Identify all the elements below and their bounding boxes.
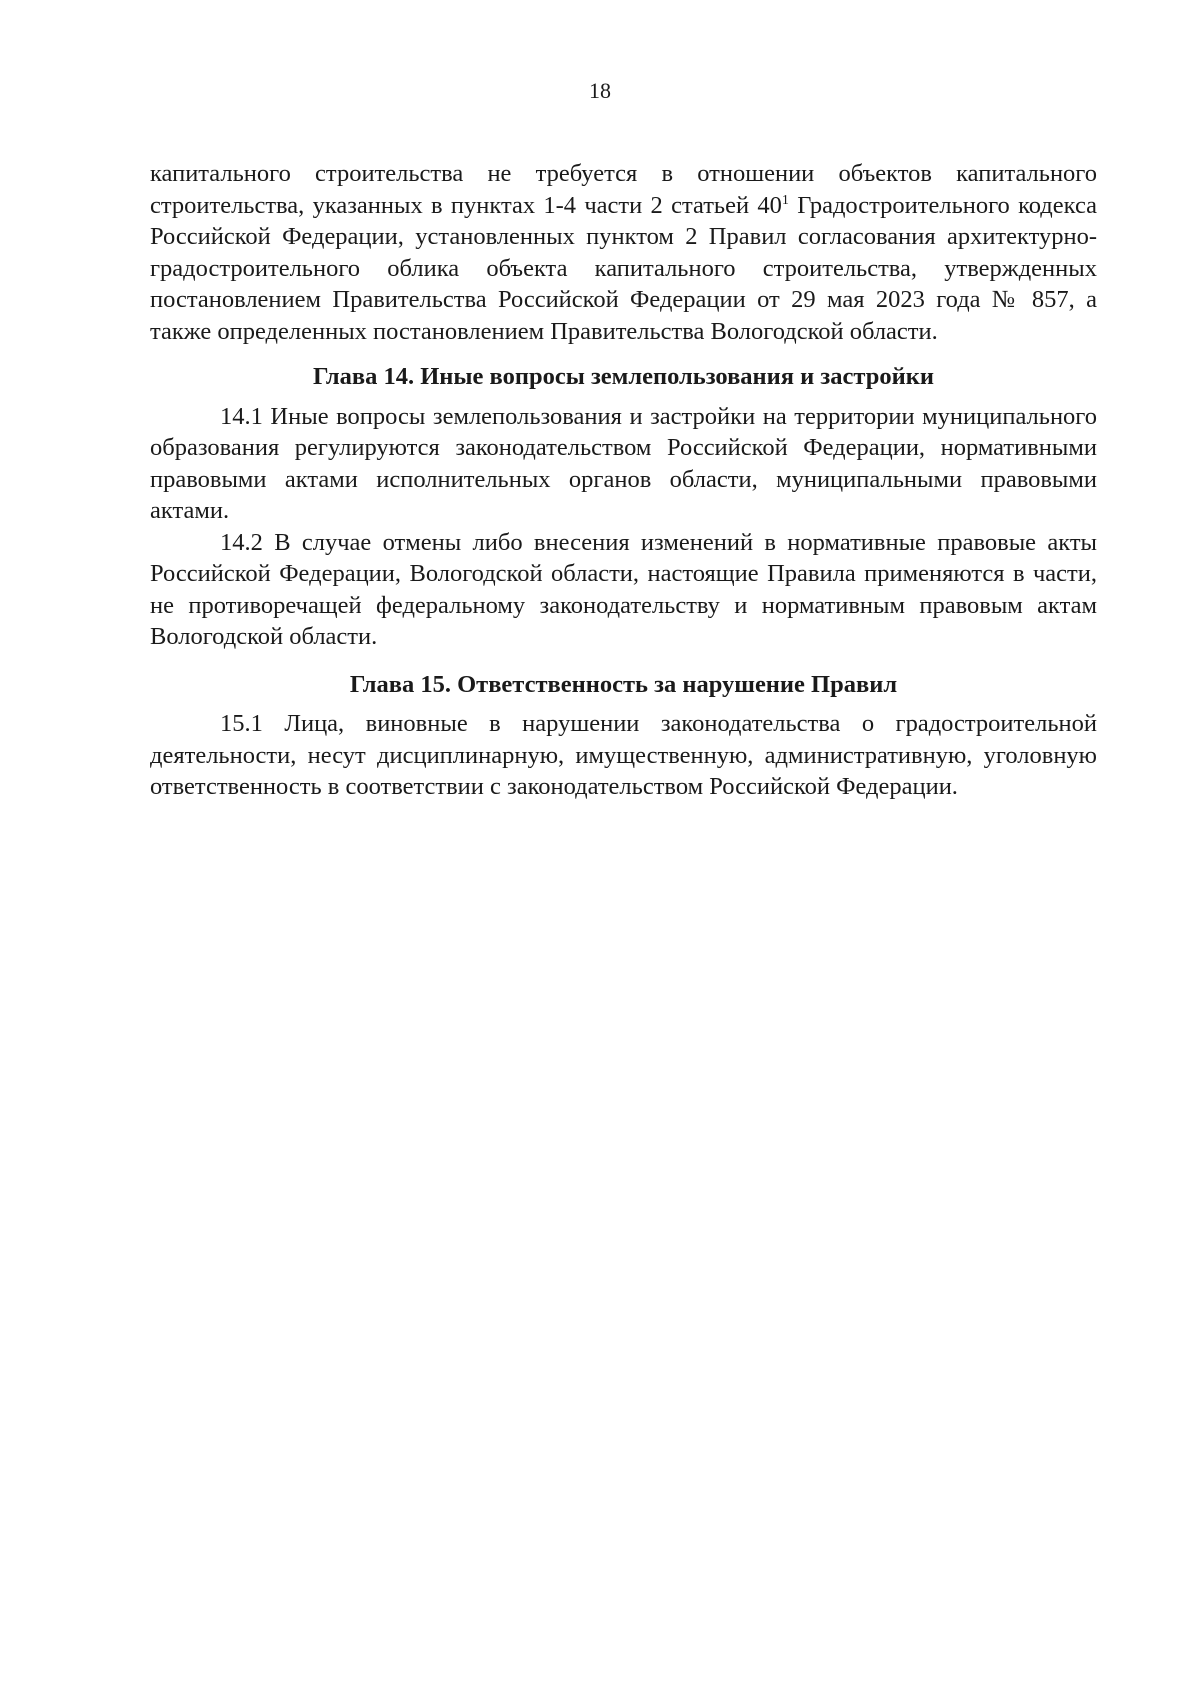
chapter-14-title: Глава 14. Иные вопросы землепользования и застройки xyxy=(313,363,934,390)
chapter-15-title: Глава 15. Ответственность за нарушение Правил xyxy=(349,670,898,698)
intro-paragraph xyxy=(150,158,1097,347)
clause-14-2: 14.2 В случае отмены либо внесения изменений в нормативные правовые акты Российской Федерации, Вологодской области, настоящие Правила применяются в части, не противоречащей федеральному законодательству и нормативным правовым актам Вологодской области. xyxy=(150,528,1097,650)
intro-text-part2: Градостроительного кодекса Российской Федерации, установленных пунктом 2 Правил согласования архитектурно-градостроительного облика объекта капитального строительства, утвержденных постановлением Правительства Российской Федерации от 29 мая 2023 года № 857, а также определенных постановлением Правительства Вологодской области. xyxy=(150,191,1097,345)
article-superscript: 1 xyxy=(781,192,789,208)
page-number: 18 xyxy=(589,78,611,103)
clause-14-1: 14.1 Иные вопросы землепользования и застройки на территории муниципального образования регулируются законодательством Российской Федерации, нормативными правовыми актами исполнительных органов области, муниципальными правовыми актами. xyxy=(150,402,1097,524)
clause-15-1: 15.1 Лица, виновные в нарушении законодательства о градостроительной деятельности, несут дисциплинарную, имущественную, административную, уголовную ответственность в соответствии с законодательством Российской Федерации. xyxy=(150,710,1097,800)
document-body xyxy=(150,158,1097,803)
intro-text-part1: капитального строительства не требуется в отношении объектов капитального строительства, указанных в пунктах 1-4 части 2 статьей 40 xyxy=(150,160,1097,219)
